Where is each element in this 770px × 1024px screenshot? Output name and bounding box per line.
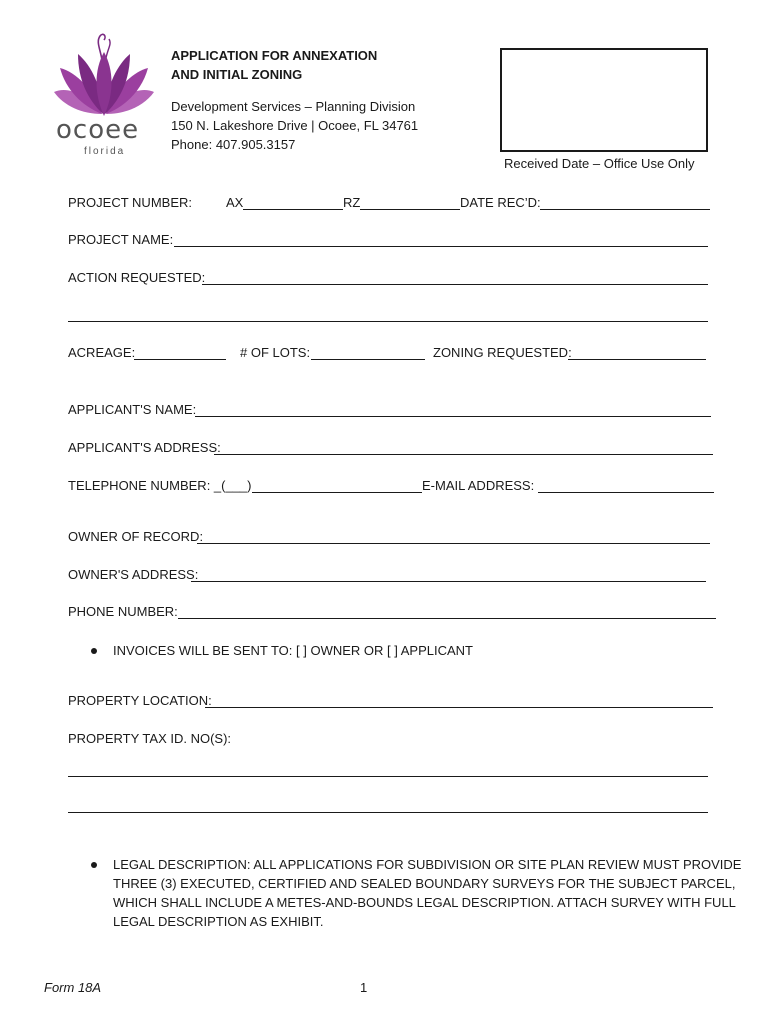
- email-field[interactable]: [538, 492, 714, 493]
- email-label: E-MAIL ADDRESS:: [422, 478, 535, 493]
- form-title-line2: AND INITIAL ZONING: [171, 67, 303, 82]
- phone-number-field[interactable]: [178, 618, 716, 619]
- date-recd-label: DATE REC’D:: [460, 195, 541, 210]
- rz-field[interactable]: [360, 209, 460, 210]
- legal-description-line1: LEGAL DESCRIPTION: ALL APPLICATIONS FOR SUBDIVISION OR SITE PLAN REVIEW MUST PROVIDE: [113, 857, 742, 872]
- bullet-icon: [91, 862, 97, 868]
- zoning-requested-field[interactable]: [568, 359, 706, 360]
- project-number-label: PROJECT NUMBER:: [68, 195, 192, 210]
- property-tax-field-2[interactable]: [68, 812, 708, 813]
- received-date-box[interactable]: [500, 48, 708, 152]
- owner-address-label: OWNER'S ADDRESS:: [68, 567, 199, 582]
- acreage-field[interactable]: [134, 359, 226, 360]
- action-requested-field[interactable]: [202, 284, 708, 285]
- project-name-field[interactable]: [174, 246, 708, 247]
- department-name: Development Services – Planning Division: [171, 99, 416, 114]
- received-date-caption: Received Date – Office Use Only: [504, 156, 695, 171]
- zoning-requested-label: ZONING REQUESTED:: [433, 345, 572, 360]
- lots-field[interactable]: [311, 359, 425, 360]
- department-address: 150 N. Lakeshore Drive | Ocoee, FL 34761: [171, 118, 419, 133]
- page-number: 1: [360, 980, 368, 995]
- applicant-address-field[interactable]: [214, 454, 713, 455]
- owner-of-record-label: OWNER OF RECORD:: [68, 529, 204, 544]
- rz-label: RZ: [343, 195, 361, 210]
- lotus-icon: [46, 30, 162, 122]
- legal-description-line2: THREE (3) EXECUTED, CERTIFIED AND SEALED BOUNDARY SURVEYS FOR THE SUBJECT PARCEL,: [113, 876, 736, 891]
- ax-label: AX: [226, 195, 244, 210]
- property-location-field[interactable]: [205, 707, 713, 708]
- invoices-text: INVOICES WILL BE SENT TO: [ ] OWNER OR [ ] APPLICANT: [113, 643, 473, 658]
- date-recd-field[interactable]: [540, 209, 710, 210]
- telephone-field[interactable]: [252, 492, 422, 493]
- owner-address-field[interactable]: [191, 581, 706, 582]
- applicant-name-label: APPLICANT'S NAME:: [68, 402, 197, 417]
- department-phone: Phone: 407.905.3157: [171, 137, 296, 152]
- property-tax-label: PROPERTY TAX ID. NO(S):: [68, 731, 232, 746]
- form-title-line1: APPLICATION FOR ANNEXATION: [171, 48, 378, 63]
- action-requested-field-2[interactable]: [68, 321, 708, 322]
- applicant-address-label: APPLICANT'S ADDRESS:: [68, 440, 221, 455]
- acreage-label: ACREAGE:: [68, 345, 136, 360]
- property-tax-field-1[interactable]: [68, 776, 708, 777]
- property-location-label: PROPERTY LOCATION:: [68, 693, 212, 708]
- ocoee-logo: [46, 30, 162, 160]
- lots-label: # OF LOTS:: [240, 345, 311, 360]
- applicant-name-field[interactable]: [195, 416, 711, 417]
- action-requested-label: ACTION REQUESTED:: [68, 270, 206, 285]
- legal-description-line4: LEGAL DESCRIPTION AS EXHIBIT.: [113, 914, 324, 929]
- form-number: Form 18A: [44, 980, 102, 995]
- ax-field[interactable]: [243, 209, 343, 210]
- phone-number-label: PHONE NUMBER:: [68, 604, 178, 619]
- project-name-label: PROJECT NAME:: [68, 232, 174, 247]
- telephone-label: TELEPHONE NUMBER: _(___): [68, 478, 252, 493]
- bullet-icon: [91, 648, 97, 654]
- legal-description-line3: WHICH SHALL INCLUDE A METES-AND-BOUNDS LEGAL DESCRIPTION. ATTACH SURVEY WITH FULL: [113, 895, 736, 910]
- owner-of-record-field[interactable]: [197, 543, 710, 544]
- logo-wordmark: ocoee: [56, 115, 140, 145]
- logo-subtitle: florida: [84, 146, 126, 157]
